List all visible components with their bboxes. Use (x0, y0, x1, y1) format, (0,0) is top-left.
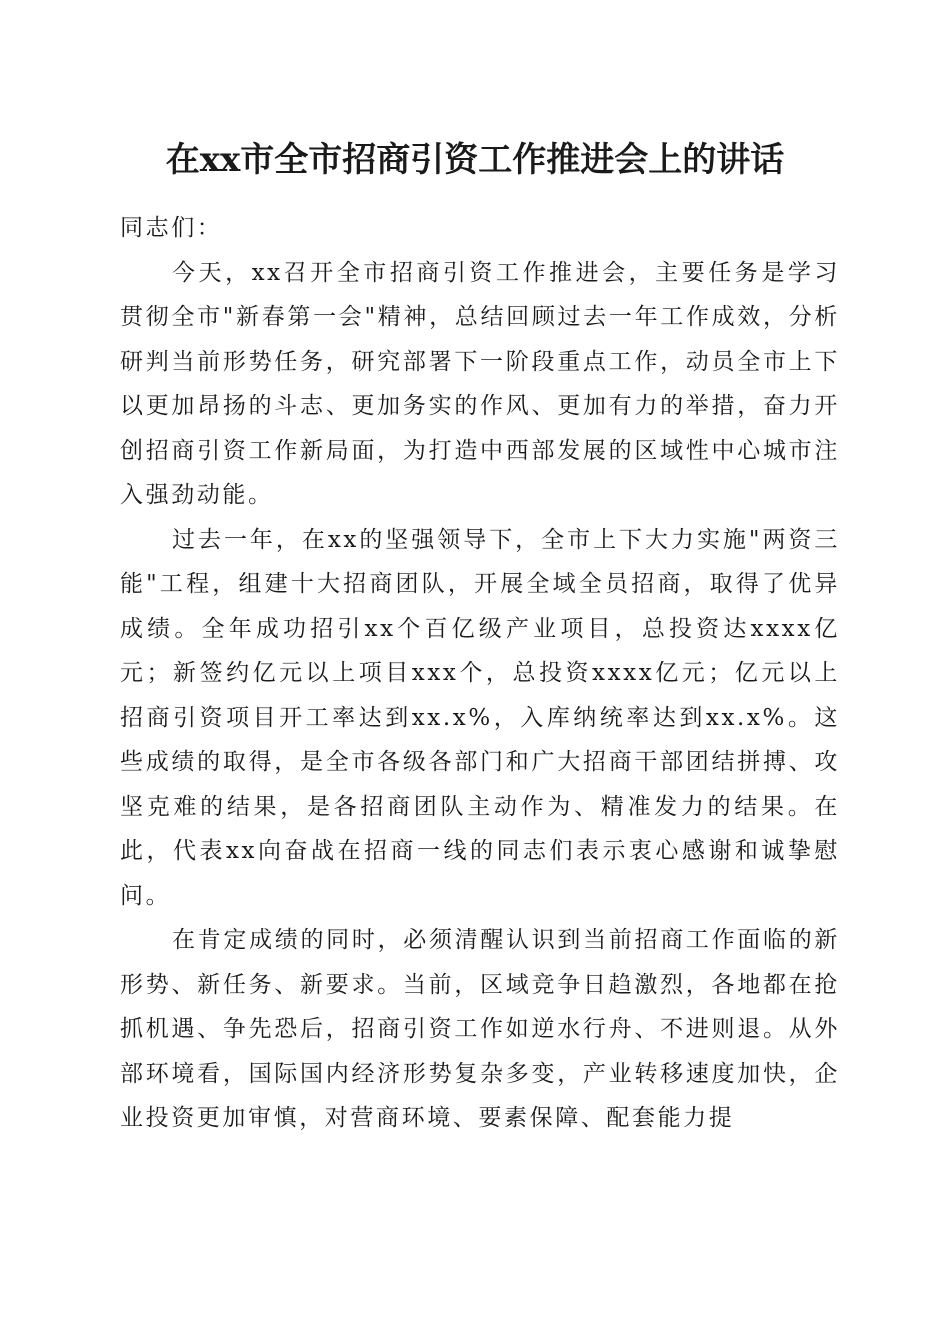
paragraph-1: 今天，xx召开全市招商引资工作推进会，主要任务是学习贯彻全市"新春第一会"精神，总结回顾过去一年工作成效，分析研判当前形势任务，研究部署下一阶段重点工作，动员全市上下以更加昂扬的斗志、更加务实的作风、更加有力的举措，奋力开创招商引资工作新局面，为打造中西部发展的区域性中心城市注入强劲动能。 (120, 259, 840, 508)
salutation: 同志们： (120, 215, 223, 241)
document-body (120, 206, 840, 1141)
paragraph-3: 在肯定成绩的同时，必须清醒认识到当前招商工作面临的新形势、新任务、新要求。当前，区域竞争日趋激烈，各地都在抢抓机遇、争先恐后，招商引资工作如逆水行舟、不进则退。从外部环境看，国际国内经济形势复杂多变，产业转移速度加快，企业投资更加审慎，对营商环境、要素保障、配套能力提 (120, 927, 840, 1131)
paragraph-2: 过去一年，在xx的坚强领导下，全市上下大力实施"两资三能"工程，组建十大招商团队，开展全域全员招商，取得了优异成绩。全年成功招引xx个百亿级产业项目，总投资达xxxx亿元；新签约亿元以上项目xxx个，总投资xxxx亿元；亿元以上招商引资项目开工率达到xx.x%，入库纳统率达到xx.x%。这些成绩的取得，是全市各级各部门和广大招商干部团结拼搏、攻坚克难的结果，是各招商团队主动作为、精准发力的结果。在此，代表xx向奋战在招商一线的同志们表示衷心感谢和诚挚慰问。 (120, 526, 840, 909)
document-title: 在xx市全市招商引资工作推进会上的讲话 (165, 140, 785, 180)
